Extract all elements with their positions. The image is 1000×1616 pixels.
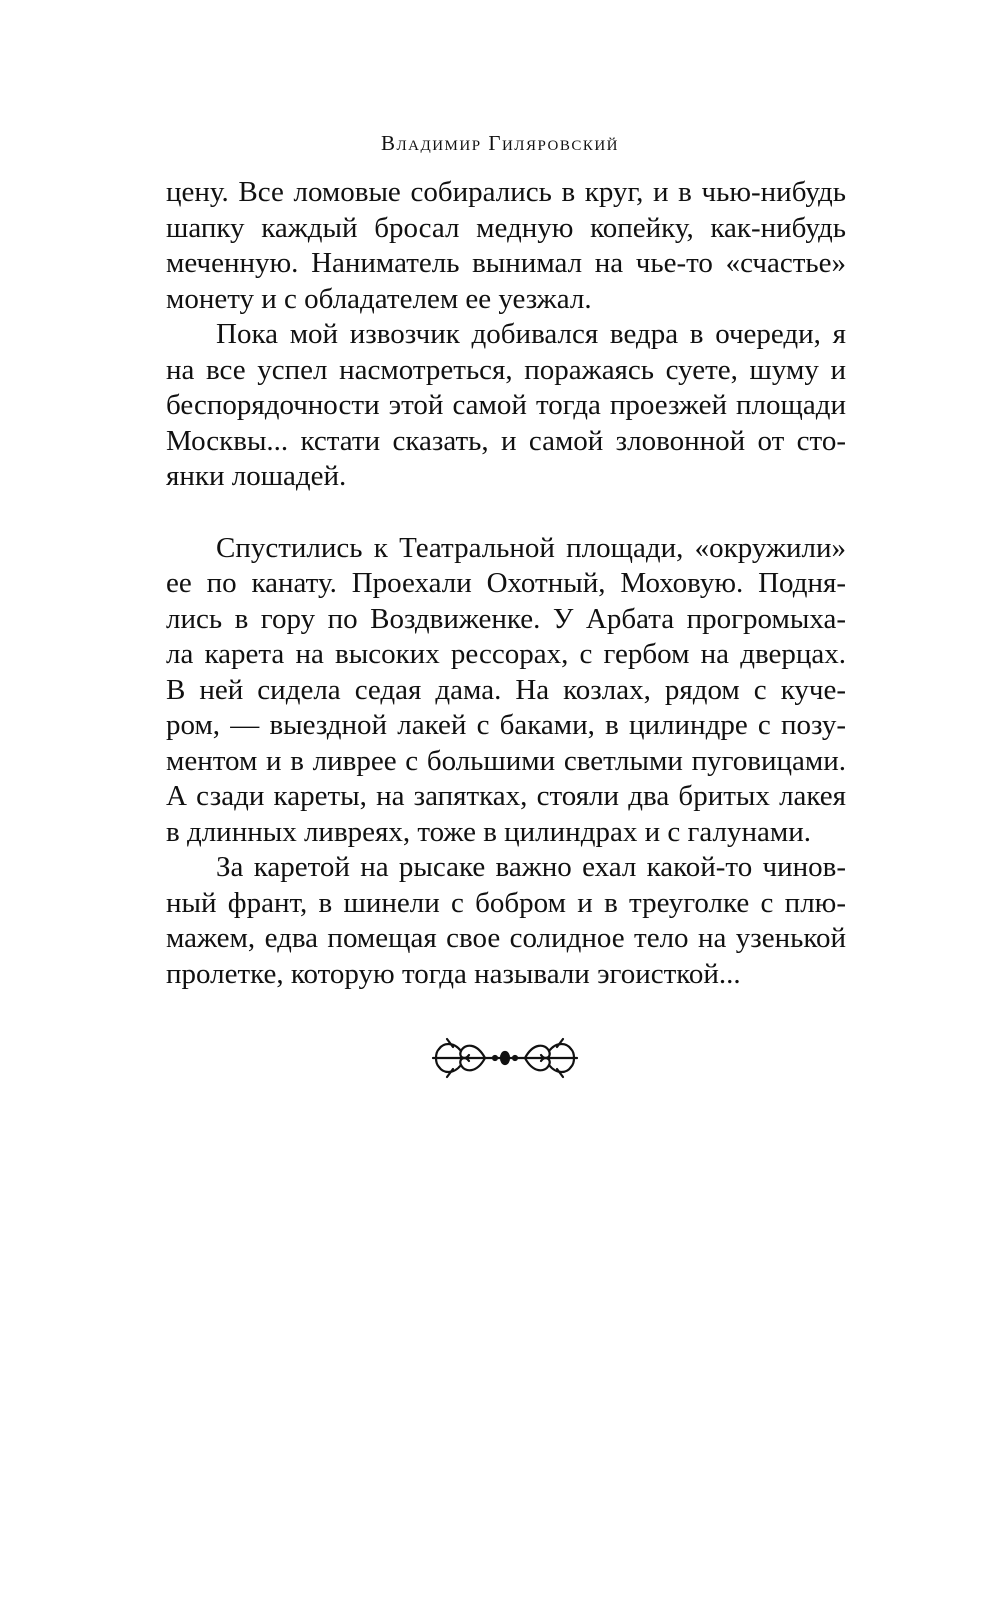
floral-ornament-icon	[425, 1033, 585, 1083]
text-line: ее по канату. Проехали Охотный, Моховую. Подня-	[166, 567, 846, 599]
text-line: пролетке, которую тогда называли эгоисткой...	[166, 957, 741, 990]
text-line: За каретой на рысаке важно ехал какой-то чинов-	[216, 851, 846, 883]
text-line: меченную. Наниматель вынимал на чье-то «счастье»	[166, 247, 846, 279]
paragraph-4	[166, 850, 846, 992]
text-line: беспорядочности этой самой тогда проезжей площади	[166, 389, 846, 421]
paragraph-1	[166, 175, 846, 317]
text-line: в длинных ливреях, тоже в цилиндрах и с галунами.	[166, 815, 811, 848]
page-body	[166, 175, 846, 992]
section-break	[166, 495, 846, 531]
text-line: на все успел насмотреться, поражаясь суете, шуму и	[166, 353, 846, 386]
text-line: мажем, едва помещая свое солидное тело на узенькой	[166, 922, 846, 954]
text-line: лись в гору по Воздвиженке. У Арбата прогромыха-	[166, 602, 846, 635]
paragraph-2	[166, 317, 846, 495]
text-line: Пока мой извозчик добивался ведра в очереди, я	[216, 318, 846, 350]
text-line: ла карета на высоких рессорах, с гербом на дверцах.	[166, 638, 846, 670]
text-line: ментом и в ливрее с большими светлыми пуговицами.	[166, 744, 846, 777]
text-line: шапку каждый бросал медную копейку, как-нибудь	[166, 211, 846, 244]
paragraph-3	[166, 531, 846, 851]
text-line: ром, — выездной лакей с баками, в цилиндре с позу-	[166, 709, 846, 741]
text-line: Москвы... кстати сказать, и самой зловонной от сто-	[166, 424, 846, 457]
text-line: Спустились к Театральной площади, «окружили»	[216, 531, 846, 564]
text-line: цену. Все ломовые собирались в круг, и в чью-нибудь	[166, 176, 846, 208]
text-line: монету и с обладателем ее уезжал.	[166, 282, 592, 315]
running-head: Владимир Гиляровский	[380, 131, 620, 155]
text-line: А сзади кареты, на запятках, стояли два бритых лакея	[166, 780, 846, 812]
text-line: янки лошадей.	[166, 460, 347, 492]
text-line: ный франт, в шинели с бобром и в треуголке с плю-	[166, 886, 846, 919]
text-line: В ней сидела седая дама. На козлах, рядом с куче-	[166, 673, 846, 706]
